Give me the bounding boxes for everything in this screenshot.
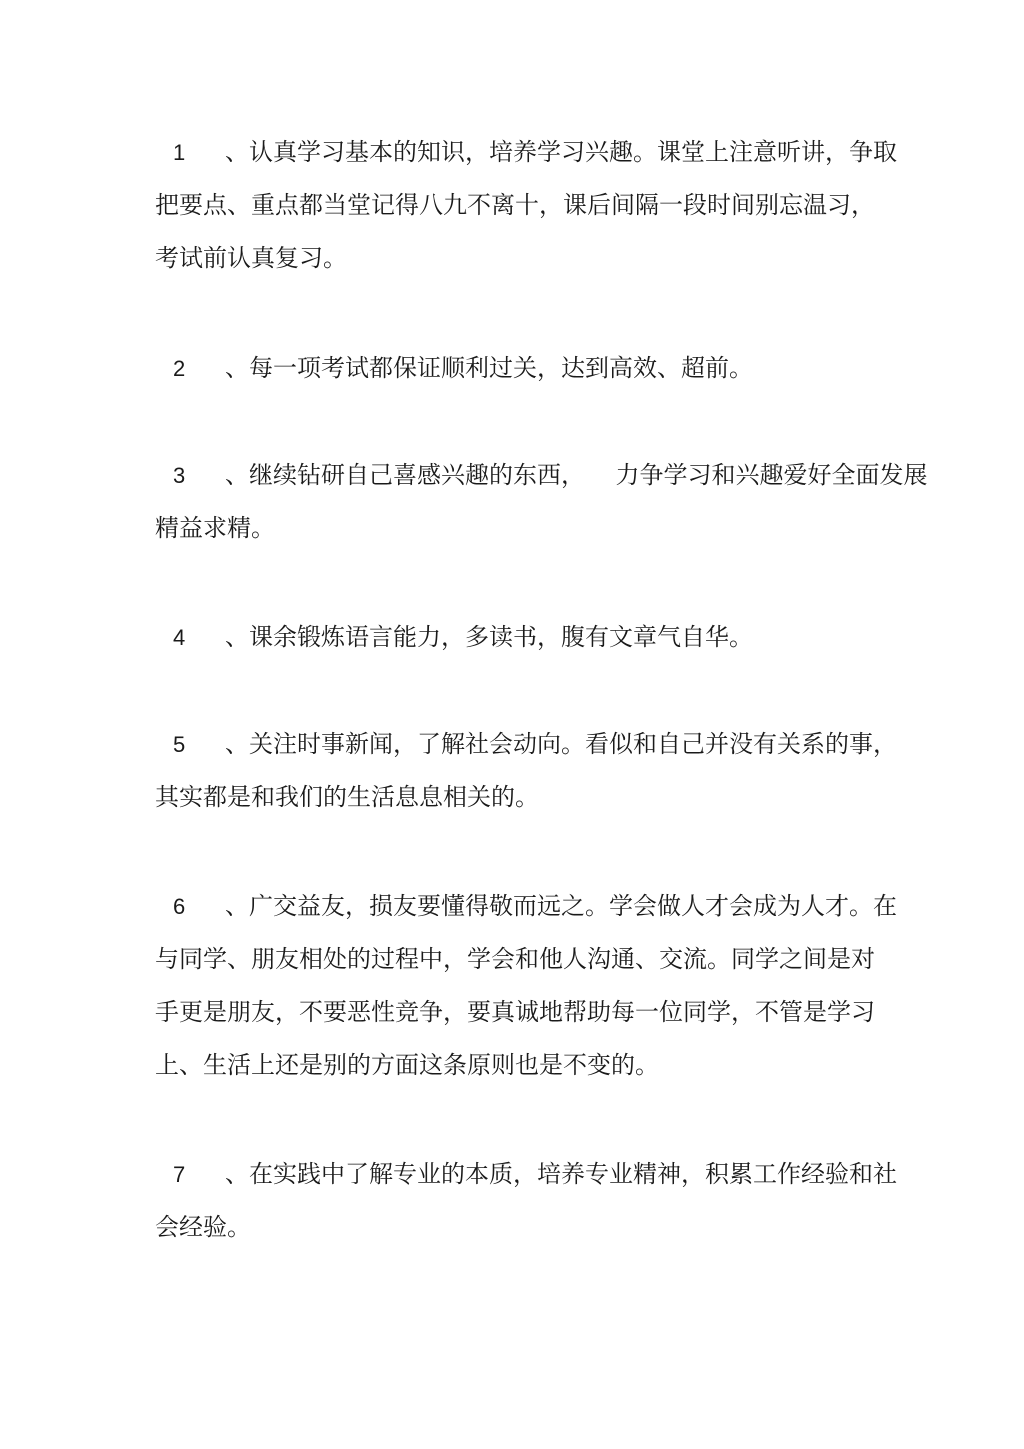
item-line <box>155 933 875 986</box>
item-text: 会经验。 <box>155 1213 251 1241</box>
item-line <box>155 502 855 555</box>
item-line <box>155 1039 855 1092</box>
item-text: 、每一项考试都保证顺利过关，达到高效、超前。 <box>225 354 753 382</box>
item-number: 7 <box>173 1162 186 1187</box>
item-text: 上、生活上还是别的方面这条原则也是不变的。 <box>155 1051 659 1079</box>
item-text: 、在实践中了解专业的本质，培养专业精神，积累工作经验和社 <box>225 1160 897 1188</box>
list-item-2 <box>155 342 855 395</box>
item-number: 3 <box>173 463 186 488</box>
item-text: 、关注时事新闻，了解社会动向。看似和自己并没有关系的事， <box>225 730 897 758</box>
item-number: 4 <box>173 625 186 650</box>
item-line <box>155 718 897 771</box>
list-item-5 <box>155 718 897 824</box>
list-item-7 <box>155 1148 897 1254</box>
item-number: 1 <box>173 140 186 165</box>
item-text: 其实都是和我们的生活息息相关的。 <box>155 783 539 811</box>
list-item-4 <box>155 611 855 664</box>
item-text: 、课余锻炼语言能力，多读书，腹有文章气自华。 <box>225 623 753 651</box>
item-number: 5 <box>173 732 186 757</box>
item-text: 、继续钻研自己喜感兴趣的东西， 力争学习和兴趣爱好全面发展 <box>225 461 928 489</box>
item-line <box>155 611 855 664</box>
item-line <box>155 1148 897 1201</box>
list-item-3 <box>155 449 928 555</box>
list-item-6 <box>155 880 897 1092</box>
item-line <box>155 126 897 179</box>
item-line <box>155 1201 855 1254</box>
item-line <box>155 449 928 502</box>
item-line <box>155 179 875 232</box>
item-text: 与同学、朋友相处的过程中，学会和他人沟通、交流。同学之间是对 <box>155 945 875 973</box>
item-text: 手更是朋友，不要恶性竞争，要真诚地帮助每一位同学，不管是学习 <box>155 998 875 1026</box>
item-text: 、广交益友，损友要懂得敬而远之。学会做人才会成为人才。在 <box>225 892 897 920</box>
item-text: 考试前认真复习。 <box>155 244 347 272</box>
list-item-1 <box>155 126 897 285</box>
item-text: 把要点、重点都当堂记得八九不离十，课后间隔一段时间别忘温习， <box>155 191 875 219</box>
item-text: 、认真学习基本的知识，培养学习兴趣。课堂上注意听讲，争取 <box>225 138 897 166</box>
item-line <box>155 771 855 824</box>
item-line <box>155 232 855 285</box>
item-line <box>155 986 875 1039</box>
item-text: 精益求精。 <box>155 514 275 542</box>
item-line <box>155 880 897 933</box>
item-line <box>155 342 855 395</box>
item-number: 2 <box>173 356 186 381</box>
item-number: 6 <box>173 894 186 919</box>
